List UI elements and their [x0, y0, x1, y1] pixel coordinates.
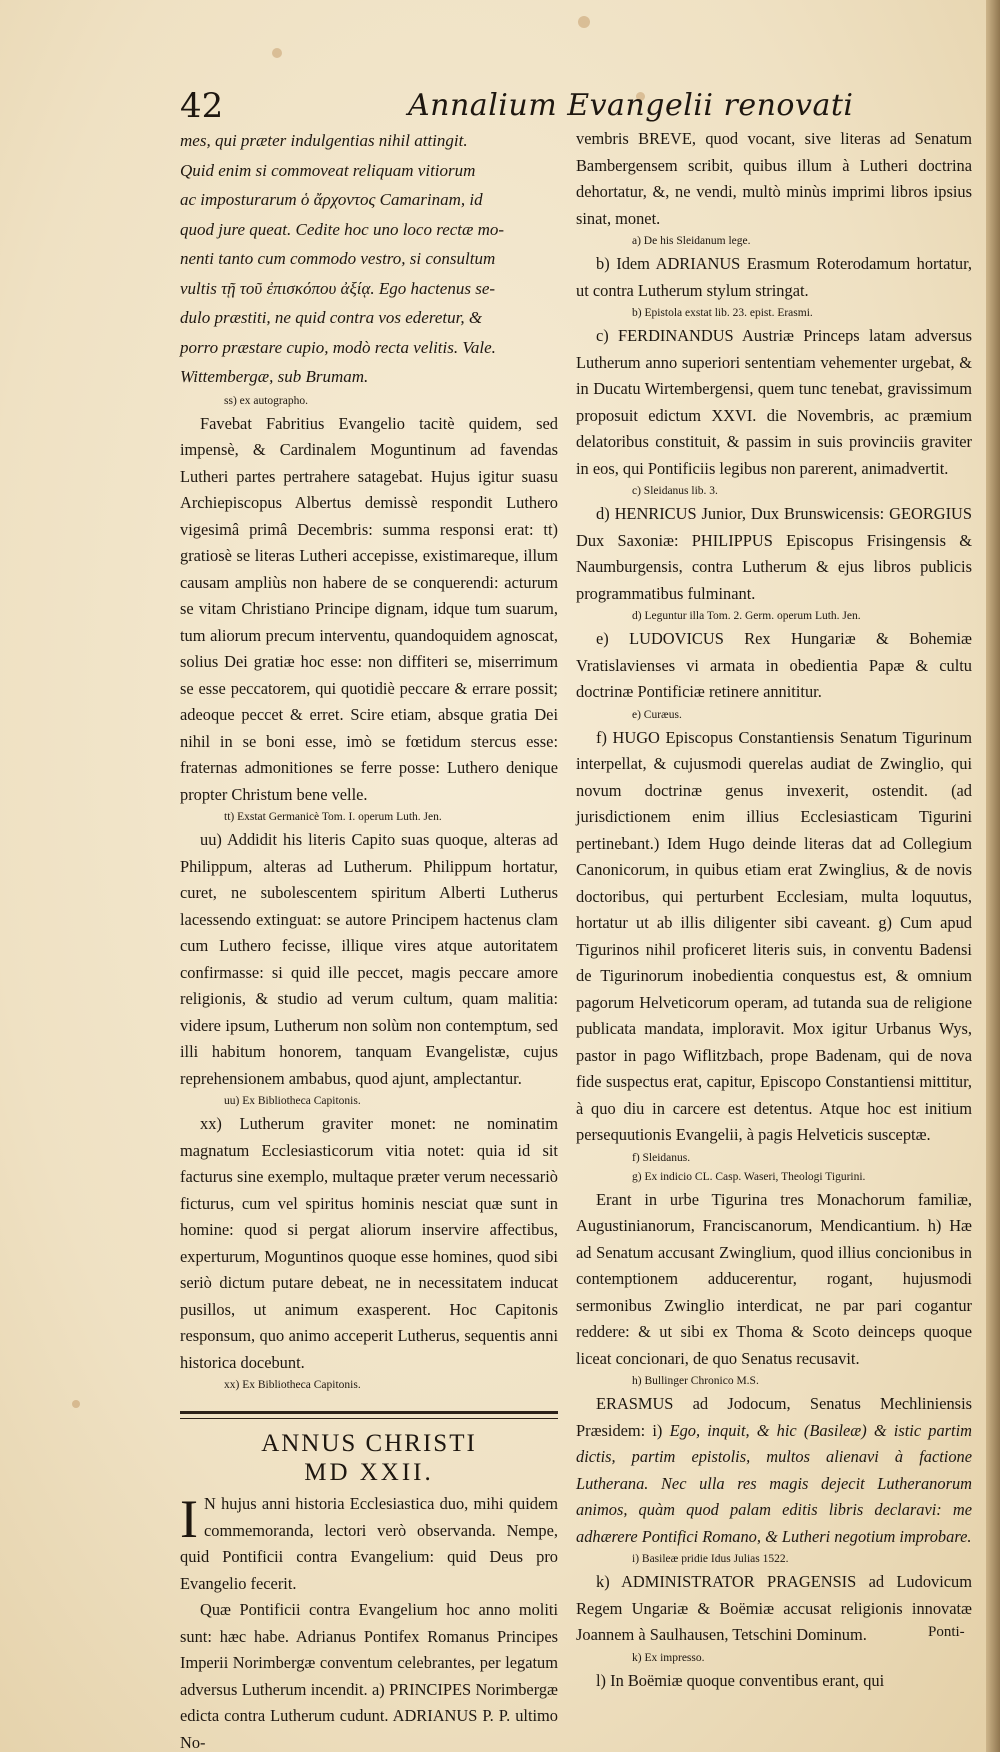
paragraph: Quæ Pontificii contra Evangelium hoc anno moliti sunt: hæc habe. Adrianus Pontifex Romanus Principes Imperii Norimbergæ conventum celebrantes, per legatum adversus Lutherum incendit. a) PRINCIPES Norimbergæ edicta contra Lutherum cudunt. ADRIANUS P. P. ultimo No- [180, 1600, 558, 1752]
latin-line: Quid enim si commoveat reliquam vitiorum [180, 160, 476, 180]
footnote: i) Basileæ pridie Idus Julias 1522. [632, 1553, 789, 1565]
footnote: a) De his Sleidanum lege. [632, 235, 751, 247]
section-rule [180, 1411, 558, 1414]
footnote: tt) Exstat Germanicè Tom. I. operum Luth. Jen. [224, 811, 442, 823]
footnote: k) Ex impresso. [632, 1651, 705, 1664]
foxing-spot [272, 48, 282, 58]
footnote: e) Curæus. [632, 708, 682, 721]
paragraph: vembris BREVE, quod vocant, sive literas ad Senatum Bambergensem scribit, quibus illum à Lutheri doctrina dehortatur, &, ne vendi, multò minùs imprimi libros ipsius sinat, monet. [576, 129, 972, 228]
year-heading: ANNUS CHRISTI [261, 1430, 477, 1457]
paragraph [576, 1391, 972, 1550]
year-roman: MD XXII. [304, 1459, 434, 1486]
footnote: f) Sleidanus. [632, 1151, 691, 1164]
page-number: 42 [180, 86, 224, 126]
footnote: c) Sleidanus lib. 3. [632, 485, 718, 497]
intro-text: N hujus anni historia Ecclesiastica duo, mihi quidem commemoranda, lectori verò observanda. Nempe, quid Pontificii contra Evangelium: quid Deus pro Evangelio fecerit. [180, 1494, 558, 1593]
footnote: h) Bullinger Chronico M.S. [632, 1375, 759, 1387]
footnote: b) Epistola exstat lib. 23. epist. Erasmi. [632, 307, 813, 319]
left-column [180, 126, 558, 1752]
latin-line: nenti tanto cum commodo vestro, si consultum [180, 249, 496, 268]
catchword: Ponti- [928, 1624, 965, 1640]
paragraph: c) FERDINANDUS Austriæ Princeps latam adversus Lutherum anno superiori sententiam vehementer urgebat, & in Ducatu Wirtembergensi, quem tunc tenebat, gravissimum proposuit edictum XXVI. die Novembris, ac præmium delatoribus constituit, & passim in suis provinciis graviter in eos, qui Pontificiis legibus non parerent, animadvertit. [576, 326, 972, 478]
paragraph: l) In Boëmiæ quoque conventibus erant, qui [596, 1670, 885, 1690]
latin-line: porro præstare cupio, modò recta velitis. Vale. [180, 337, 496, 357]
footnote: g) Ex indicio CL. Casp. Waseri, Theologi Tigurini. [632, 1170, 866, 1183]
latin-line: ac imposturarum ὁ ἄρχοντος Camarinam, id [180, 190, 483, 209]
drop-cap: I [180, 1489, 198, 1549]
right-column [576, 126, 972, 1694]
running-title: Annalium Evangelii renovati [408, 88, 854, 123]
latin-line: Wittembergæ, sub Brumam. [180, 367, 369, 386]
paragraph: xx) Lutherum graviter monet: ne nominatim magnatum Ecclesiasticorum vitia notet: quia id sit facturus sine exemplo, multaque præter verum necessariò ficturus, cum vel spiritus hominis nesciat quæ sunt in homine: quod si pergat aliorum inservire affectibus, experturum, Moguntinos quoque esse homines, quod sibi seriò dictum putare debeat, ne in necessitatem inducat pusillos, ut animum exasperent. Hoc Capitonis responsum, quo animo acceperit Lutherus, sequentis anni historica docebunt. [180, 1114, 558, 1372]
latin-line: mes, qui præter indulgentias nihil attingit. [180, 131, 468, 150]
foxing-spot [72, 1400, 80, 1408]
footnote: uu) Ex Bibliotheca Capitonis. [224, 1095, 361, 1107]
foxing-spot [578, 16, 590, 28]
paragraph: f) HUGO Episcopus Constantiensis Senatum Tigurinum interpellat, & cujusmodi querelas audiat de Zwinglio, qui novum doctrinæ genus invexerit, ostendit. (ad jurisdictionem enim illius Ecclesiasticam Tigurini pertinebant.) Idem Hugo deinde literas dat ad Collegium Canonicorum, in quibus etiam erat Zwinglius, & de novis doctoribus, qui perturbent Ecclesiam, multa loquutus, hortatur ut ab illis diligenter sibi caveant. g) Cum apud Tigurinos nihil proficeret literis suis, in conventu Badensi de Tigurinorum inobedientia conquestus est, & omnium pagorum Helveticorum operam, ad tutanda sua de religione publicata mandata, imploravit. Mox igitur Urbanus Wys, pastor in pago Wiflitzbach, prope Badenam, qui de nova fide suspectus erat, capitur, Episcopo Constantiensi mittitur, à quo diu in carcere est detentus. Atque hoc est initium persequutionis Evangelii, à pagis Helveticis susceptæ. [576, 727, 972, 1144]
section-rule-thin [180, 1418, 558, 1419]
paragraph: Favebat Fabritius Evangelio tacitè quidem, sed impensè, & Cardinalem Moguntinum ad favendas Lutheri partes pertrahere satagebat. Hujus igitur suasu Archiepiscopus Albertus demissè respondit Luthero vigesimâ primâ Decembris: summa responsi erat: tt) gratiosè se literas Lutheri accepisse, existimareque, illum causam ampliùs non habere de se conquerendi: acturum se vitam Christiano Principe dignam, idque tum suarum, tum aliorum precum interventu, quandoquidem agnoscat, solius Dei gratiæ hoc esse: non diffiteri se, miserrimum se esse peccatorem, qui quotidiè peccare & errare possit; adeoque peccet & erret. Scire etiam, absque gratia Dei nihil in se boni esse, imò se fœtidum stercus esse: fraternas admonitiones se ferre posse: Luthero denique propter Christum bene velle. [180, 413, 558, 804]
latin-line: quod jure queat. Cedite hoc uno loco rectæ mo- [180, 219, 505, 239]
paragraph: b) Idem ADRIANUS Erasmum Roterodamum hortatur, ut contra Lutherum stylum stringat. [576, 254, 972, 300]
footnote: xx) Ex Bibliotheca Capitonis. [224, 1379, 361, 1391]
latin-line: vultis τῇ τοῦ ἐπισκόπου ἀξίᾳ. Ego hactenus se- [180, 278, 496, 298]
paragraph: k) ADMINISTRATOR PRAGENSIS ad Ludovicum Regem Ungariæ & Boëmiæ accusat religionis innovatæ Joannem à Saulhausen, Tetschini Dominum. [576, 1572, 972, 1644]
paragraph: e) LUDOVICUS Rex Hungariæ & Bohemiæ Vratislavienses vi armata in obedientia Papæ & cultu doctrinæ Pontificiæ retinere annititur. [576, 629, 972, 701]
footnote: ss) ex autographo. [224, 394, 308, 407]
paragraph: uu) Addidit his literis Capito suas quoque, alteras ad Philippum, alteras ad Lutherum. Philippum hortatur, curet, ne subolescentem spiritum Alberti Lutherus lacessendo extinguat: se autore Principem hactenus clam cum Luthero fecisse, illique vires atque autoritatem confirmasse: si quid ille peccet, magis peccare amore religionis, & studio ad verum cultum, quam malitia: videre ipsum, Lutherum non solùm non contemptum, sed illi habitum honorem, tanquam Evangelistæ, cujus reprehensionem ambabus, quod ajunt, amplectantur. [180, 830, 558, 1088]
erasmus-intro: ERASMUS ad Jodocum, Senatus Mechliniensis Præsidem: i) [576, 1394, 972, 1440]
paragraph: d) HENRICUS Junior, Dux Brunswicensis: GEORGIUS Dux Saxoniæ: PHILIPPUS Episcopus Frisingensis & Naumburgensis, contra Lutherum & ejus libros publicis programmatibus fulminant. [576, 504, 972, 603]
paragraph: Erant in urbe Tigurina tres Monachorum familiæ, Augustinianorum, Franciscanorum, Mendicantium. h) Hæ ad Senatum accusant Zwinglium, quod illius concionibus in contemptionem adducerentur, rogant, hujusmodi sermonibus Zwinglio interdicat, ne par pari cogantur reddere: & ut sibi ex Thoma & Scoto deinceps quoque liceat concionari, de quo Senatus recusavit. [576, 1189, 972, 1368]
footnote: d) Leguntur illa Tom. 2. Germ. operum Luth. Jen. [632, 610, 861, 622]
erasmus-quote: Ego, inquit, & hic (Basileæ) & istic partim dictis, partim epistolis, multos alienavi à factione Lutherana. Nec ulla res magis dejecit Lutheranorum animos, quàm quod palam editis libris declaravi: me adhærere Pontifici Romano, & Lutheri negotium improbare. [576, 1420, 972, 1546]
latin-line: dulo præstiti, ne quid contra vos ederetur, & [180, 308, 483, 327]
intro-paragraph [180, 1491, 558, 1597]
page-edge [986, 0, 1000, 1752]
